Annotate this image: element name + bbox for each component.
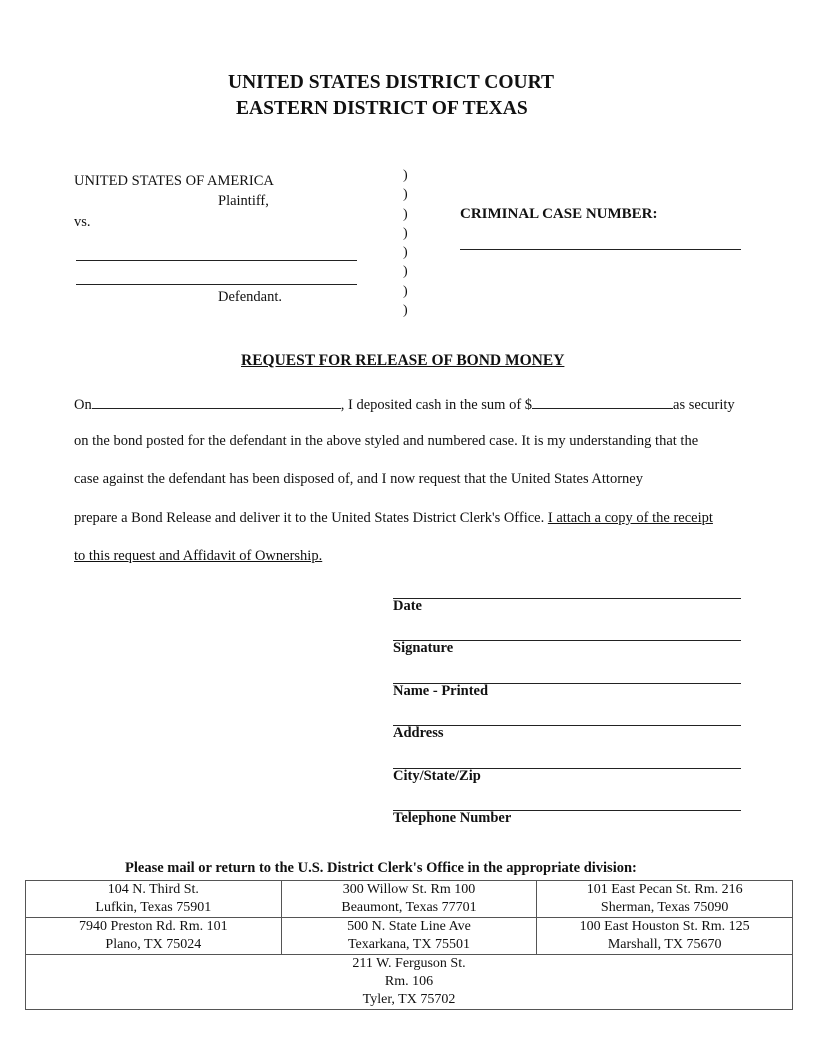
office-sherman xyxy=(537,881,793,918)
deposit-text: , I deposited cash in the sum of $ xyxy=(340,397,533,413)
mail-instructions: Please mail or return to the U.S. District Clerk's Office in the appropriate division: xyxy=(125,860,637,876)
telephone-label: Telephone Number xyxy=(393,810,512,826)
paragraph-line-1 xyxy=(74,395,735,414)
office-street: 7940 Preston Rd. Rm. 101 xyxy=(79,919,228,934)
deposit-amount-blank[interactable] xyxy=(532,395,673,409)
paragraph-line-5: to this request and Affidavit of Ownership. xyxy=(74,548,323,564)
plaintiff-name: UNITED STATES OF AMERICA xyxy=(74,173,274,189)
paren-char: ) xyxy=(403,264,408,280)
paren-char: ) xyxy=(403,187,408,203)
paren-char: ) xyxy=(403,206,408,222)
division-offices-table xyxy=(25,880,793,1010)
table-row xyxy=(26,881,793,918)
caption-divider xyxy=(403,166,417,320)
paren-char: ) xyxy=(403,225,408,241)
table-row xyxy=(26,918,793,955)
case-number-line[interactable] xyxy=(460,249,741,250)
office-street: 104 N. Third St. xyxy=(107,882,199,897)
office-lufkin xyxy=(26,881,282,918)
office-street: 300 Willow St. Rm 100 xyxy=(342,882,476,897)
plaintiff-role: Plaintiff, xyxy=(218,193,269,209)
date-line[interactable] xyxy=(393,598,741,599)
signature-label: Signature xyxy=(393,640,454,656)
release-text: prepare a Bond Release and deliver it to the United States District Clerk's Office. xyxy=(74,510,548,526)
office-street: 101 East Pecan St. Rm. 216 xyxy=(586,882,743,897)
deposit-date-blank[interactable] xyxy=(92,395,341,409)
office-city: Beaumont, Texas 77701 xyxy=(341,900,477,915)
office-city: Marshall, TX 75670 xyxy=(607,937,722,952)
paren-char: ) xyxy=(403,303,408,319)
city-state-zip-label: City/State/Zip xyxy=(393,768,481,784)
name-printed-label: Name - Printed xyxy=(393,683,489,699)
receipt-text: I attach a copy of the receipt xyxy=(547,510,713,526)
office-street: 100 East Houston St. Rm. 125 xyxy=(579,919,750,934)
defendant-name-line-1[interactable] xyxy=(76,260,357,261)
versus-label: vs. xyxy=(74,214,91,230)
case-number-label: CRIMINAL CASE NUMBER: xyxy=(460,206,658,222)
paren-char: ) xyxy=(403,168,408,183)
defendant-role: Defendant. xyxy=(218,289,283,305)
office-marshall xyxy=(537,918,793,955)
date-label: Date xyxy=(393,598,422,614)
office-room: Rm. 106 xyxy=(384,974,434,989)
paragraph-line-4 xyxy=(74,510,713,527)
office-plano xyxy=(26,918,282,955)
office-city: Texarkana, TX 75501 xyxy=(347,937,470,952)
defendant-name-line-2[interactable] xyxy=(76,284,357,285)
office-city: Sherman, Texas 75090 xyxy=(600,900,729,915)
on-label: On xyxy=(74,397,92,413)
office-tyler xyxy=(26,955,793,1010)
court-district: EASTERN DISTRICT OF TEXAS xyxy=(236,98,528,119)
office-street: 211 W. Ferguson St. xyxy=(352,956,466,971)
office-city: Tyler, TX 75702 xyxy=(362,992,456,1007)
office-street: 500 N. State Line Ave xyxy=(347,919,471,934)
office-city: Plano, TX 75024 xyxy=(105,937,202,952)
paren-char: ) xyxy=(403,283,408,299)
office-texarkana xyxy=(281,918,537,955)
address-label: Address xyxy=(393,725,444,741)
paren-char: ) xyxy=(403,245,408,261)
paragraph-line-3: case against the defendant has been disposed of, and I now request that the United States Attorney xyxy=(74,471,643,487)
court-name: UNITED STATES DISTRICT COURT xyxy=(228,72,555,93)
table-row xyxy=(26,955,793,1010)
security-text: as security xyxy=(673,397,735,413)
paragraph-line-2: on the bond posted for the defendant in the above styled and numbered case. It is my understanding that the xyxy=(74,433,699,449)
office-city: Lufkin, Texas 75901 xyxy=(95,900,212,915)
address-line[interactable] xyxy=(393,725,741,726)
office-beaumont xyxy=(281,881,537,918)
form-title: REQUEST FOR RELEASE OF BOND MONEY xyxy=(241,352,565,369)
